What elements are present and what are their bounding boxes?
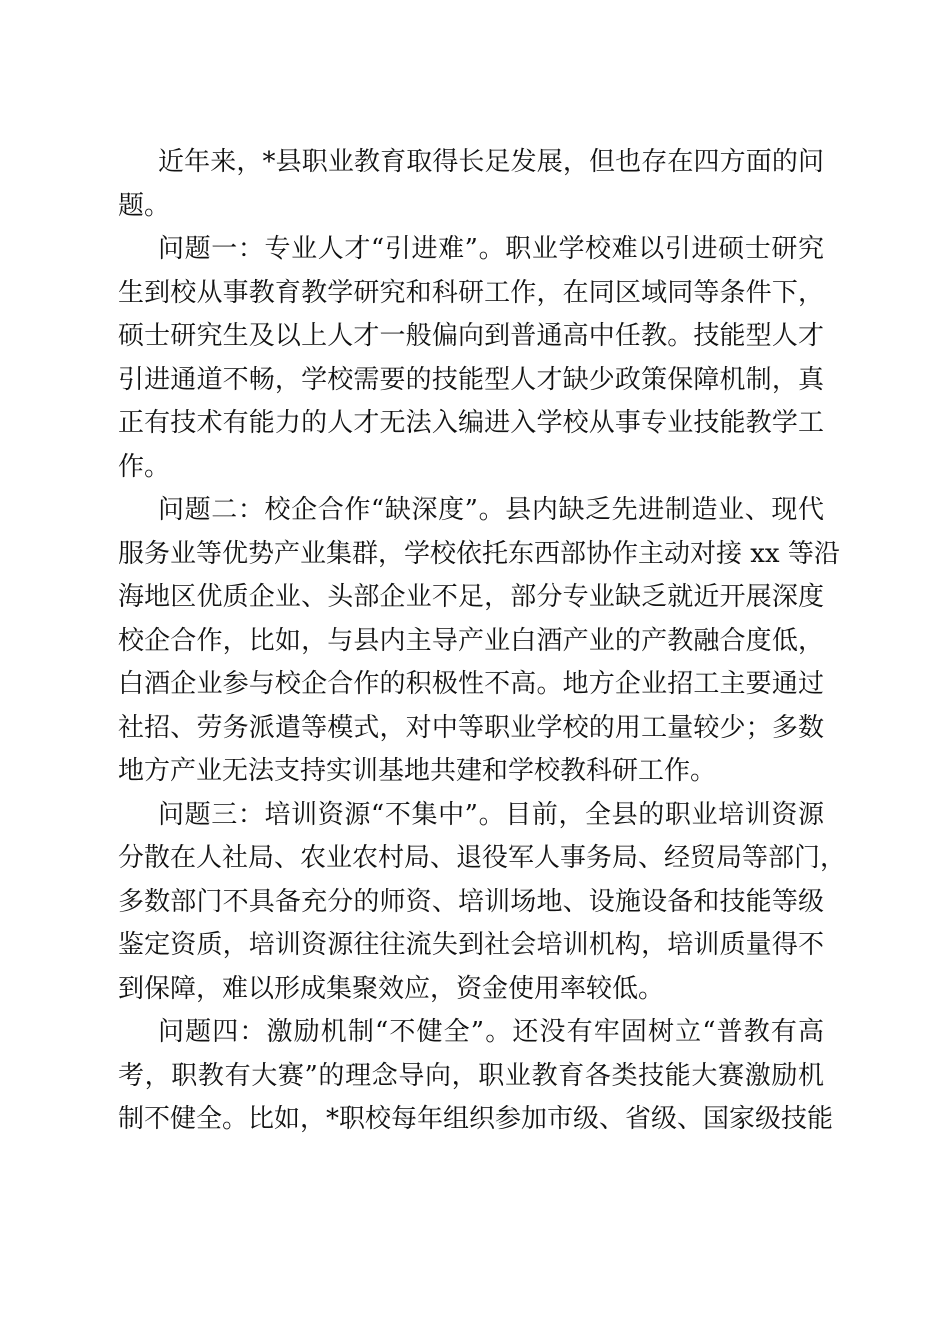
paragraph-line: 考，职教有大赛”的理念导向，职业教育各类技能大赛激励机 bbox=[118, 1060, 824, 1091]
paragraph-line: 题。 bbox=[118, 190, 171, 221]
paragraph-line: 多数部门不具备充分的师资、培训场地、设施设备和技能等级 bbox=[118, 886, 824, 917]
paragraph-problem-1 bbox=[118, 228, 824, 489]
paragraph-line: 正有技术有能力的人才无法入编进入学校从事专业技能教学工 bbox=[118, 408, 824, 438]
paragraph-line: 到保障，难以形成集聚效应，资金使用率较低。 bbox=[118, 973, 665, 1004]
paragraph-line: 问题三：培训资源“不集中”。目前，全县的职业培训资源 bbox=[158, 799, 824, 830]
paragraph-line: 制不健全。比如，*职校每年组织参加市级、省级、国家级技能 bbox=[118, 1104, 834, 1134]
document-body bbox=[118, 141, 847, 1142]
paragraph-problem-4 bbox=[118, 1011, 834, 1142]
paragraph-line: 地方产业无法支持实训基地共建和学校教科研工作。 bbox=[118, 756, 717, 786]
paragraph-line: 问题一：专业人才“引进难”。职业学校难以引进硕士研究 bbox=[158, 234, 824, 264]
paragraph-line: 近年来，*县职业教育取得长足发展，但也存在四方面的问 bbox=[158, 147, 824, 177]
paragraph-intro bbox=[118, 141, 824, 228]
paragraph-problem-3 bbox=[118, 794, 847, 1012]
paragraph-problem-2 bbox=[118, 489, 840, 794]
paragraph-line: 硕士研究生及以上人才一般偏向到普通高中任教。技能型人才 bbox=[118, 321, 824, 351]
paragraph-line: 引进通道不畅，学校需要的技能型人才缺少政策保障机制，真 bbox=[118, 364, 824, 395]
paragraph-line: 生到校从事教育教学研究和科研工作，在同区域同等条件下， bbox=[118, 277, 824, 308]
paragraph-line: 作。 bbox=[118, 451, 171, 482]
paragraph-line: 分散在人社局、农业农村局、退役军人事务局、经贸局等部门， bbox=[118, 843, 847, 873]
paragraph-line: 海地区优质企业、头部企业不足，部分专业缺乏就近开展深度 bbox=[118, 582, 824, 612]
paragraph-line: 问题二：校企合作“缺深度”。县内缺乏先进制造业、现代 bbox=[158, 495, 824, 525]
paragraph-line: 白酒企业参与校企合作的积极性不高。地方企业招工主要通过 bbox=[118, 669, 824, 699]
paragraph-line: 社招、劳务派遣等模式，对中等职业学校的用工量较少；多数 bbox=[118, 712, 824, 743]
paragraph-line: 校企合作，比如，与县内主导产业白酒产业的产教融合度低， bbox=[118, 625, 824, 656]
paragraph-line: 问题四：激励机制“不健全”。还没有牢固树立“普教有高 bbox=[158, 1017, 824, 1047]
paragraph-line: 服务业等优势产业集群，学校依托东西部协作主动对接 xx 等沿 bbox=[118, 538, 840, 569]
paragraph-line: 鉴定资质，培训资源往往流失到社会培训机构，培训质量得不 bbox=[118, 930, 824, 960]
